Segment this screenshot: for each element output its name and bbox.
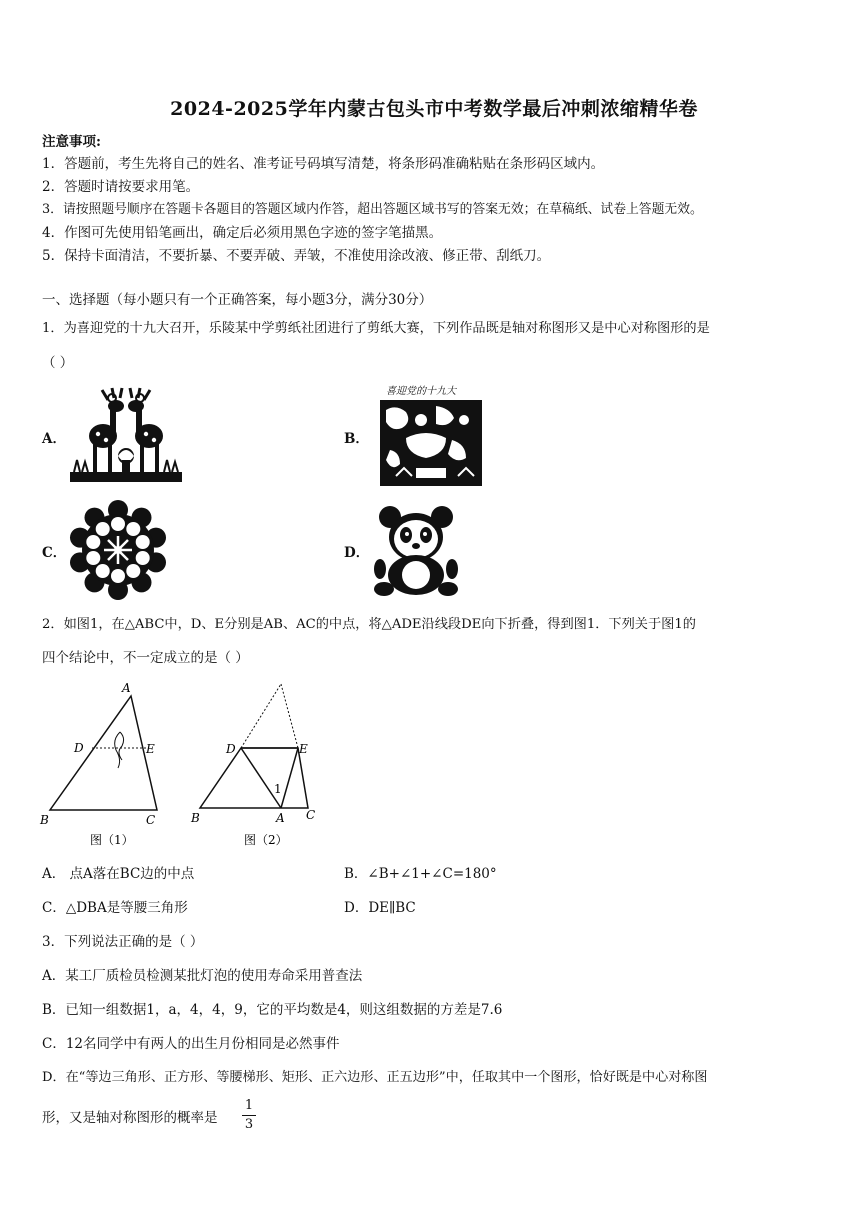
q1-option-d[interactable]: D． (344, 545, 370, 561)
fraction-bar (242, 1115, 256, 1116)
q1-image-deer-papercut (68, 386, 184, 486)
question-2-text: 2．如图1，在△ABC中，D、E分别是AB、AC的中点，将△ADE沿线段DE向下折叠，得到图1．下列关于图1的 (42, 617, 696, 632)
fraction-numerator: 1 (244, 1098, 254, 1113)
notice-heading: 注意事项: (42, 134, 101, 150)
question-3-text: 3．下列说法正确的是（ ） (42, 934, 204, 950)
fraction-denominator: 3 (244, 1117, 254, 1132)
question-1-text: 1．为喜迎党的十九大召开，乐陵某中学剪纸社团进行了剪纸大赛，下列作品既是轴对称图形又是中心对称图形的是 (42, 321, 710, 336)
q3-option-d-fraction (242, 1098, 256, 1133)
q2-option-b[interactable]: B．∠B+∠1+∠C=180° (344, 866, 497, 882)
q1-image-party-papercut (376, 380, 486, 490)
notice-item: 2．答题时请按要求用笔。 (42, 179, 200, 195)
question-1-text: （ ） (42, 355, 74, 371)
fig2-label-b: B (191, 811, 200, 825)
q2-option-d[interactable]: D．DE∥BC (344, 900, 416, 916)
q1-image-b-caption: 喜迎党的十九大 (386, 386, 456, 397)
q2-option-c[interactable]: C．△DBA是等腰三角形 (42, 900, 188, 916)
fig2-label-angle: 1 (274, 782, 282, 796)
q3-option-d[interactable]: D．在“等边三角形、正方形、等腰梯形、矩形、正六边形、正五边形”中，任取其中一个图形，恰好既是中心对称图 (42, 1070, 708, 1085)
fig1-label-c: C (146, 813, 156, 827)
notice-item: 1．答题前，考生先将自己的姓名、准考证号码填写清楚，将条形码准确粘贴在条形码区域内。 (42, 156, 605, 172)
fig2-caption: 图（2） (244, 833, 288, 847)
question-2-text: 四个结论中，不一定成立的是（ ） (42, 650, 249, 666)
q2-figure-2 (190, 684, 315, 847)
page-title: 2024-2025学年内蒙古包头市中考数学最后冲刺浓缩精华卷 (170, 98, 698, 120)
fig1-label-b: B (40, 813, 49, 827)
fig1-label-e: E (146, 742, 155, 756)
q3-option-d-continued: 形，又是轴对称图形的概率是 (42, 1110, 218, 1126)
fig2-label-d: D (226, 742, 236, 756)
q2-option-a[interactable]: A． 点A落在BC边的中点 (42, 866, 195, 882)
fig1-caption: 图（1） (90, 833, 134, 847)
q1-option-b[interactable]: B． (344, 431, 369, 447)
q1-image-panda-papercut (372, 503, 460, 599)
notice-item: 3．请按照题号顺序在答题卡各题目的答题区域内作答，超出答题区域书写的答案无效；在草稿纸、试卷上答题无效。 (42, 202, 703, 217)
fig1-label-d: D (74, 741, 84, 755)
fig1-label-a: A (122, 681, 131, 695)
fig2-label-a: A (276, 811, 285, 825)
q3-option-b[interactable]: B．已知一组数据1，a，4，4，9，它的平均数是4，则这组数据的方差是7.6 (42, 1002, 503, 1018)
q3-option-a[interactable]: A．某工厂质检员检测某批灯泡的使用寿命采用普查法 (42, 968, 363, 984)
q1-option-c[interactable]: C． (42, 545, 67, 561)
q1-option-a[interactable]: A． (42, 431, 66, 447)
q2-figure-1 (39, 681, 157, 847)
notice-item: 4．作图可先使用铅笔画出，确定后必须用黑色字迹的签字笔描黑。 (42, 225, 443, 241)
q1-image-flower-papercut (68, 500, 168, 600)
q3-option-c[interactable]: C．12名同学中有两人的出生月份相同是必然事件 (42, 1036, 340, 1052)
fig2-label-c: C (306, 808, 316, 822)
notice-item: 5．保持卡面清洁，不要折暴、不要弄破、弄皱，不准使用涂改液、修正带、刮纸刀。 (42, 248, 551, 264)
q2-figures (36, 676, 336, 852)
fig2-label-e: E (299, 742, 308, 756)
section-heading: 一、选择题（每小题只有一个正确答案，每小题3分，满分30分） (42, 292, 433, 308)
